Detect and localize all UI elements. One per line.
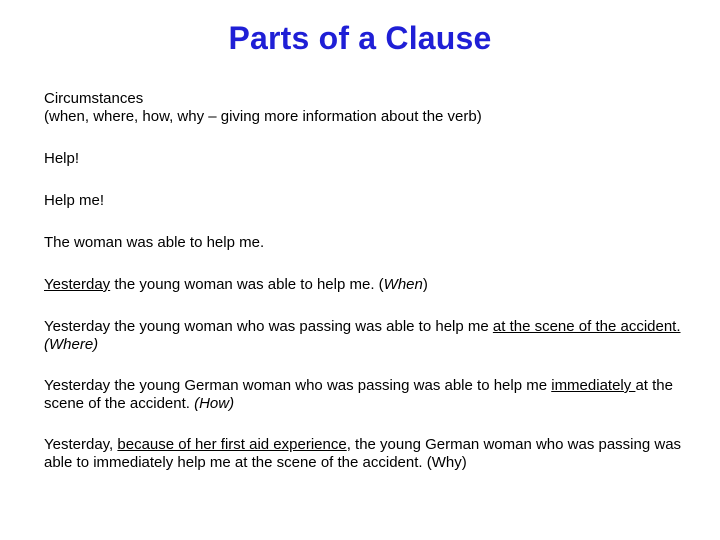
slide-title: Parts of a Clause [228, 20, 492, 56]
underlined-yesterday: Yesterday [44, 276, 111, 293]
paragraph-where [44, 318, 684, 354]
paragraph-help [44, 150, 684, 168]
circumstances-description: (when, where, how, why – giving more information about the verb) [44, 108, 482, 125]
example-woman: The woman was able to help me. [44, 234, 265, 251]
underlined-scene: at the scene of the accident. [492, 318, 681, 335]
how-label: (How) [194, 395, 235, 412]
paragraph-when [44, 276, 684, 294]
paragraph-how [44, 377, 684, 413]
how-text: Yesterday the young German woman who was passing was able to help me [44, 377, 552, 394]
paragraph-woman [44, 234, 684, 252]
circumstances-heading: Circumstances [44, 90, 144, 107]
when-text: the young woman was able to help me. ( [110, 276, 384, 293]
why-text: Yesterday, [44, 436, 118, 453]
where-text: Yesterday the young woman who was passing was able to help me [44, 318, 493, 335]
paragraph-help-me [44, 192, 684, 210]
why-text-2: , the young German woman who was passing was able to immediately help me at the scene of the accident. (Why) [44, 436, 682, 471]
where-label: (Where) [44, 336, 99, 353]
example-help-me: Help me! [44, 192, 105, 209]
paragraph-circumstances [44, 90, 684, 126]
example-help: Help! [44, 150, 80, 167]
underlined-first-aid: because of her first aid experience [117, 436, 347, 453]
when-label: When [383, 276, 423, 293]
paragraph-why [44, 436, 684, 472]
when-close: ) [422, 276, 428, 293]
how-text-2: at the scene of the accident. [44, 377, 673, 412]
underlined-immediately: immediately [551, 377, 636, 394]
slide-body [44, 90, 684, 496]
